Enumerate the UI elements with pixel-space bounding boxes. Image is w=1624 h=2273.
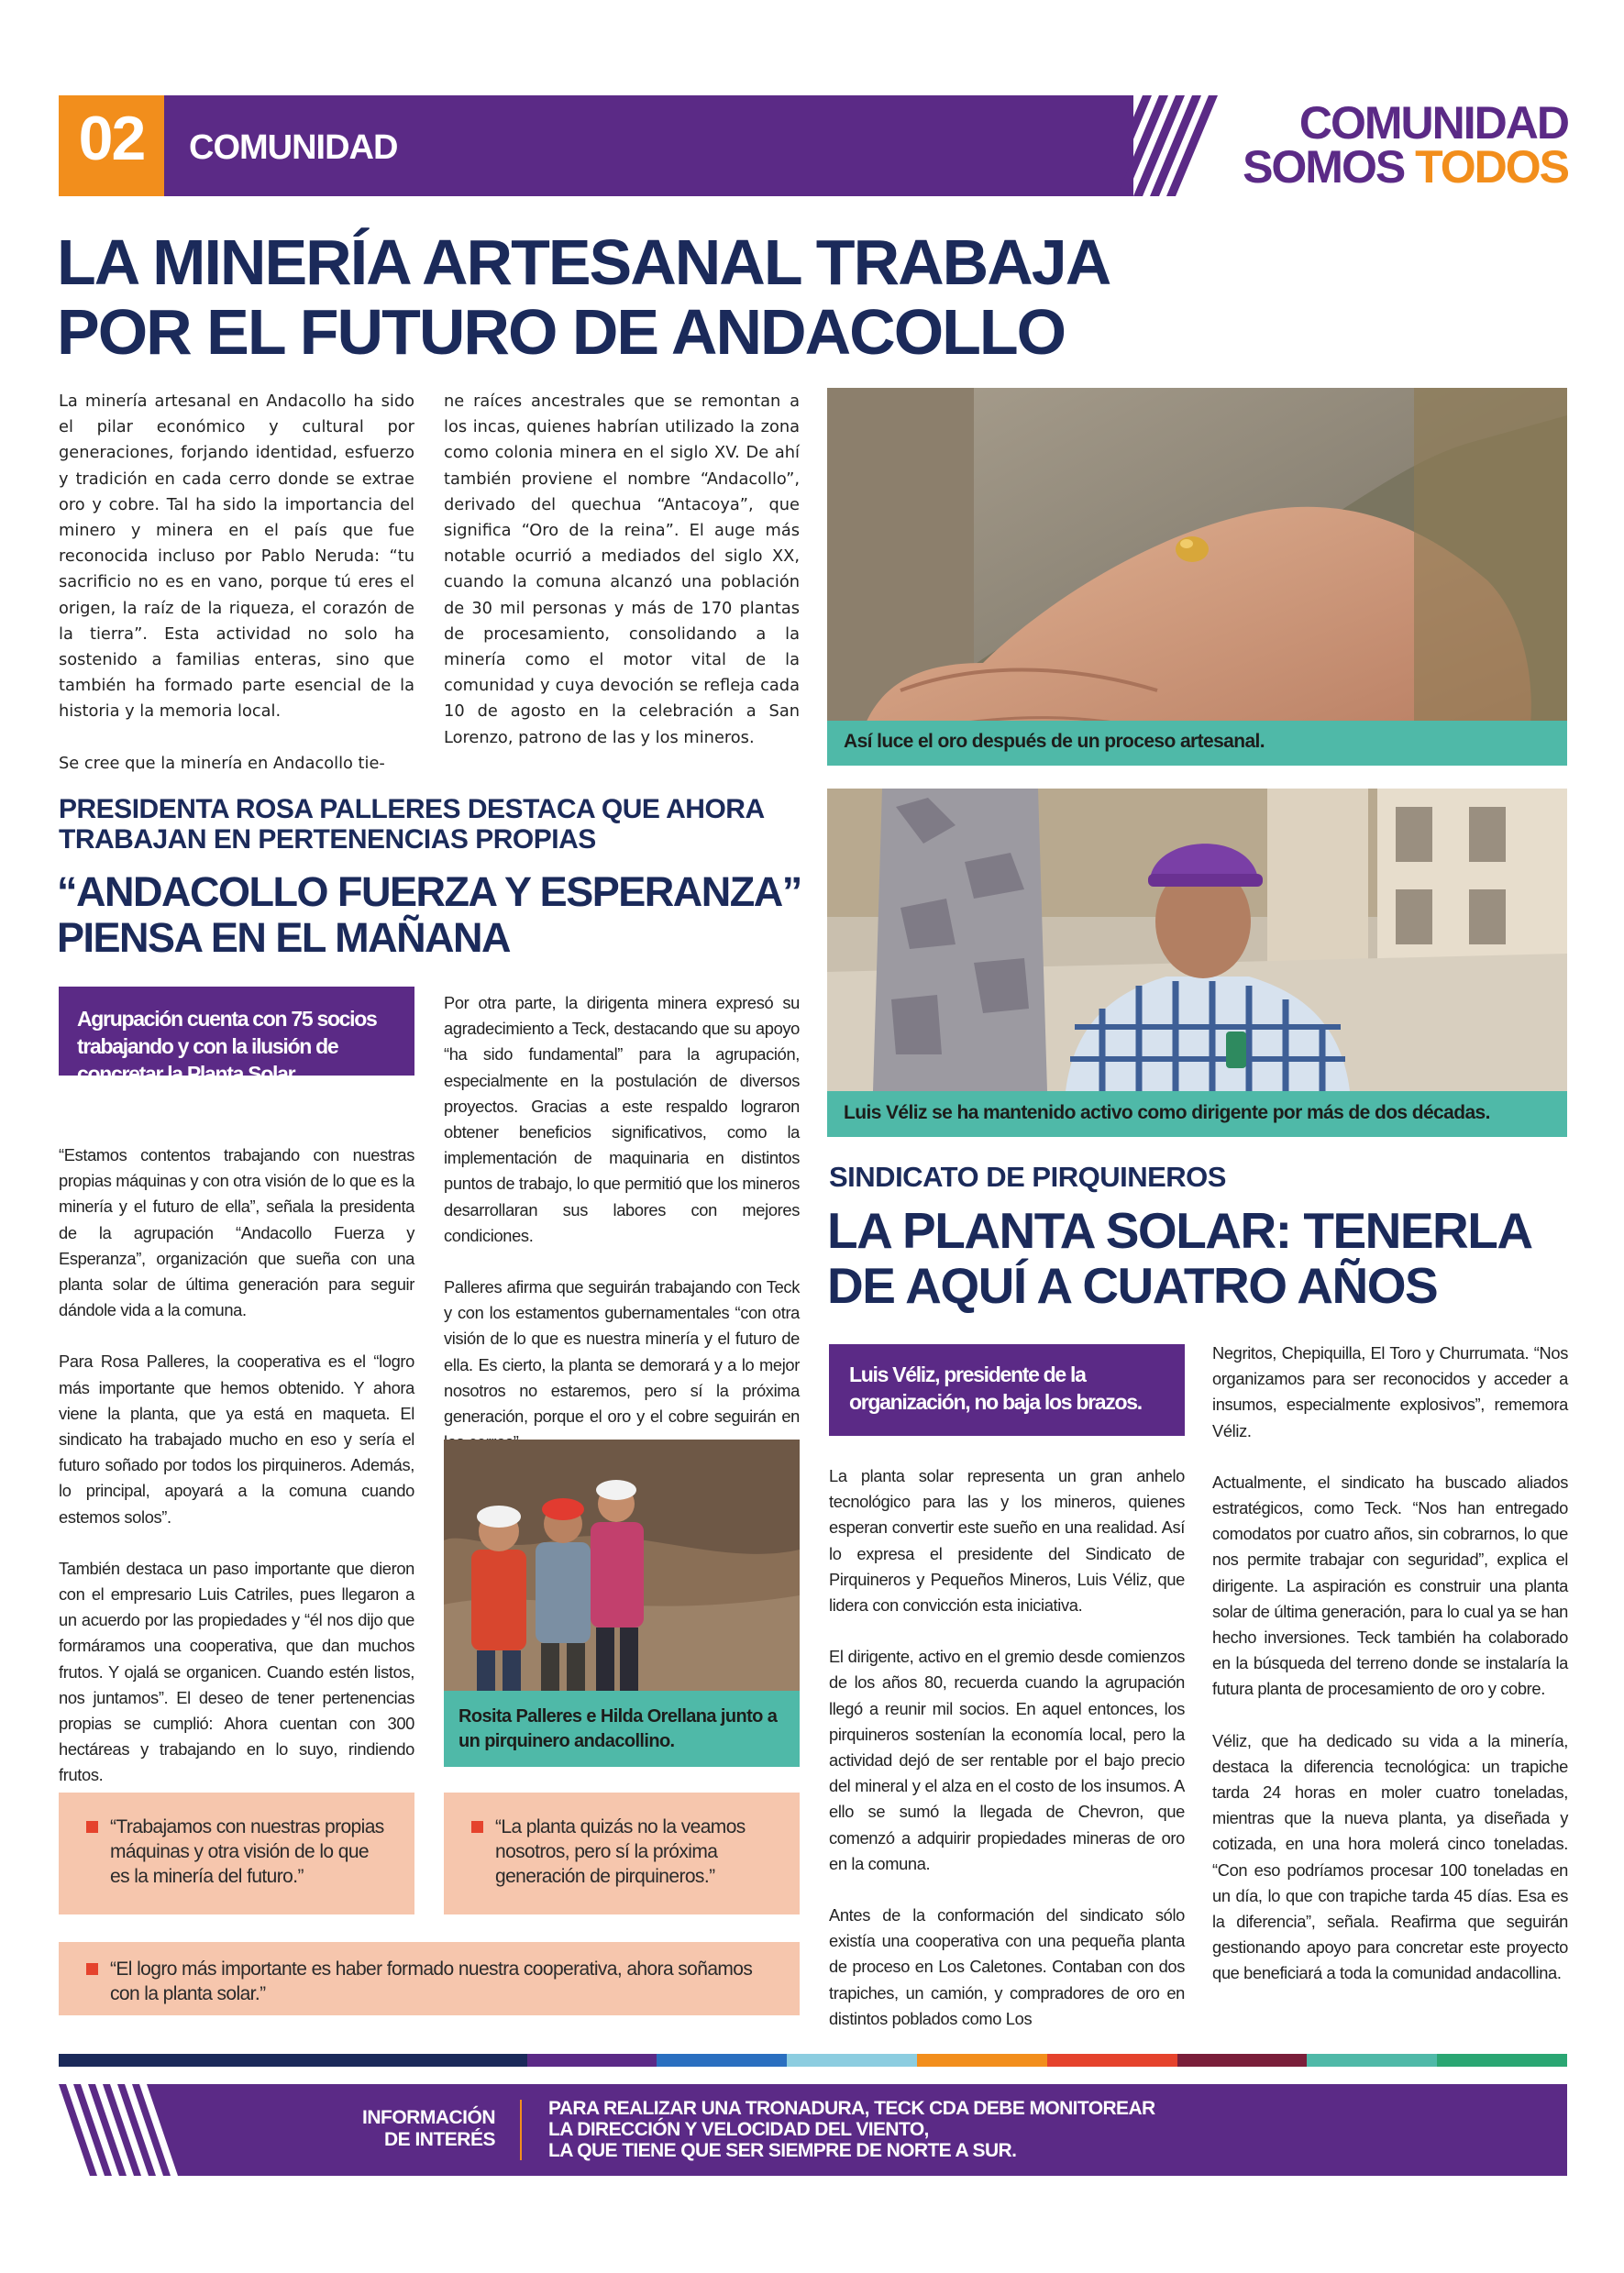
info-banner-stripes [59, 2084, 178, 2176]
info-label: INFORMACIÓN DE INTERÉS [362, 2107, 495, 2150]
third-article-highlight: Luis Véliz, presidente de la organización, no baja los brazos. [829, 1344, 1185, 1436]
gold-hand-photo [827, 388, 1567, 766]
quote-box-3: “El logro más importante es haber formado nuestra cooperativa, ahora soñamos con la planta solar.” [59, 1942, 800, 2015]
second-article-col2: Por otra parte, la dirigenta minera expresó su agradecimiento a Teck, destacando que su apoyo “ha sido fundamental” para la agrupación, especialmente en la postulación de diversos proyectos. Gracias a este respaldo lograron obtener beneficios significativos, como la implementación de maquinaria en distintos puntos de trabajo, lo que permitió que los mineros desarrollaran sus labores con mejores condiciones. Palleres afirma que seguirán trabajando con Teck y con los estamentos gubernamentales “con otra visión de lo que es nuestra minería y el futuro de ella. Es cierto, la planta se demorará y a lo mejor nosotros no estaremos, pero sí la próxima generación, porque el oro y el cobre seguirán en [444, 993, 800, 1427]
quote-box-1: “Trabajamos con nuestras propias máquinas y otra visión de lo que es la minería del futuro.” [59, 1793, 414, 1914]
second-article-headline: “ANDACOLLO FUERZA Y ESPERANZA” PIENSA EN EL MAÑANA [57, 868, 801, 961]
gold-photo-caption: Así luce el oro después de un proceso artesanal. [827, 721, 1567, 766]
third-article-headline: LA PLANTA SOLAR: TENERLA DE AQUÍ A CUATRO AÑOS [827, 1202, 1532, 1314]
miners-group-photo [444, 1440, 800, 1691]
second-article-kicker: PRESIDENTA ROSA PALLERES DESTACA QUE AHORA TRABAJAN EN PERTENENCIAS PROPIAS [59, 794, 765, 855]
third-article-col1: La planta solar representa un gran anhelo tecnológico para las y los mineros, quienes esperan convertir este sueño en una realidad. Así lo expresa el presidente del Sindicato de Pirquineros y Pequeños Mineros, Luis Véliz, que lidera con convicción esta iniciativa. El dirigente, activo en el gremio desde comienzos de los años 80, recuerda cuando la agrupación llegó a reunir mil socios. En aquel entonces, los pirquineros sostenían la economía local, pero la actividad dejó de ser rentable por el bajo precio del mineral y el alza en el costo de los insumos. A ello se sumó la llegada de Chevron, que comenzó a adquirir propiedades mineras de oro en la comuna. Antes de la conformación del sindicato sólo existía una cooperativa con una pequeña planta de proceso en Los Caletones. Contaban con dos trapiches, un camión, y compradores de oro en distintos poblados como Los [829, 1466, 1185, 2028]
miners-photo-caption: Rosita Palleres e Hilda Orellana junto a un pirquinero andacollino. [444, 1691, 800, 1767]
main-article-col2: ne raíces ancestrales que se remontan a los incas, quienes habrían utilizado la zona como colonia minera en el siglo XV. De ahí también proviene el nombre “Andacollo”, derivado del quechua “Antacoya”, que significa “Oro de la reina”. El auge más notable ocurrió a mediados del siglo XX, cuando la comuna alcanzó una población de 30 mil personas y más de 170 plantas de procesamiento, consolidando a la minería como el motor vital de la comunidad y cuya devoción se refleja cada 10 de agosto en la celebración a San Lorenzo, patrono de las y los mineros. [444, 392, 800, 747]
section-title: COMUNIDAD [189, 128, 398, 167]
second-article-highlight: Agrupación cuenta con 75 socios trabajando y con la ilusión de concretar la Planta Solar. [59, 987, 414, 1076]
info-text: PARA REALIZAR UNA TRONADURA, TECK CDA DEBE MONITOREAR LA DIRECCIÓN Y VELOCIDAD DEL VIENTO, LA QUE TIENE QUE SER SIEMPRE DE NORTE A SUR. [548, 2098, 1155, 2161]
brand-logo [1243, 97, 1568, 193]
third-article-col2: Negritos, Chepiquilla, El Toro y Churrumata. “Nos organizamos para ser reconocidos y acceder a insumos, especialmente explosivos”, rememora Véliz. Actualmente, el sindicato ha buscado aliados estratégicos, como Teck. “Nos han entregado comodatos por cuatro años, sin cobrarnos, lo que nos permite trabajar con seguridad”, explica el dirigente. La aspiración es construir una planta solar de última generación, para lo cual ya se han hecho inversiones. Teck también ha colaborado en la búsqueda del terreno donde se instalaría la futura planta de procesamiento de oro y cobre. Véliz, que ha dedicado su vida a la minería, destaca la diferencia tecnológica: un trapiche tarda 24 horas en moler cuatro toneladas, mientras que la nueva planta, ya diseñada y cotizada, en una hora molerá cinco toneladas. “Con eso podríamos procesar 100 toneladas en un día, lo que con trapiche tarda 45 días. Esa es la diferencia”, señala. Reafirma que seguirán gestionando apoyo para concretar este proyecto que beneficiará a toda la comunidad andacollina. [1212, 1343, 1568, 1983]
brand-line2: SOMOS TODOS [1243, 141, 1568, 193]
second-article-col1: “Estamos contentos trabajando con nuestras propias máquinas y con otra visión de lo que es la minería y el futuro de ella”, señala la presidenta de la agrupación “Andacollo Fuerza y Esperanza”, organización que sueña con una planta solar de última generación para seguir dándole vida a la comuna. Para Rosa Palleres, la cooperativa es el “logro más importante que hemos obtenido. Y ahora viene la planta, que ya está en maqueta. El sindicato ha trabajado mucho en eso y sería el futuro soñado por todos los pirquineros. Además, lo principal, apoyará a la comuna cuando estemos solos”. También destaca un paso importante que dieron con el empresario Luis Catriles, pues llegaron a un acuerdo por las propiedades y “él nos dijo que formáramos una cooperativa, que dan muchos frutos. Y ojalá se organicen. Cuando estén listos, nos juntamos”. El deseo de tener pertenencias propias se cumplió: Ahora cuentan con 300 hectáreas y trabajando en lo suyo, rindiendo frutos. [59, 1145, 414, 1785]
third-article-kicker: SINDICATO DE PIRQUINEROS [829, 1161, 1226, 1193]
color-stripe-divider [59, 2054, 1567, 2067]
main-article-col1: La minería artesanal en Andacollo ha sido el pilar económico y cultural por generaciones, forjando identidad, esfuerzo y tradición en cada cerro donde se extrae oro y cobre. Tal ha sido la importancia del minero y minera en el país que fue reconocida incluso por Pablo Neruda: “tu sacrificio no es en vano, porque tú eres el origen, la raíz de la riqueza, el corazón de la tierra”. Esta actividad no solo ha sostenido a familias enteras, sino que también ha formado parte esencial de la historia y la memoria local. Se cree que la minería en Andacollo tie- [59, 392, 414, 773]
brand-line1: COMUNIDAD [1298, 97, 1568, 149]
luis-veliz-photo-caption: Luis Véliz se ha mantenido activo como dirigente por más de dos décadas. [827, 1091, 1567, 1137]
quote-bullet-icon [86, 1963, 98, 1975]
info-divider [520, 2100, 522, 2160]
page-number: 02 [78, 104, 145, 173]
quote-bullet-icon [86, 1821, 98, 1833]
banner-stripes [1091, 95, 1220, 196]
luis-veliz-photo [827, 789, 1567, 1091]
quote-bullet-icon [471, 1821, 483, 1833]
quote-box-2: “La planta quizás no la veamos nosotros, pero sí la próxima generación de pirquineros.” [444, 1793, 800, 1914]
main-headline: LA MINERÍA ARTESANAL TRABAJA POR EL FUTURO DE ANDACOLLO [57, 226, 1110, 368]
